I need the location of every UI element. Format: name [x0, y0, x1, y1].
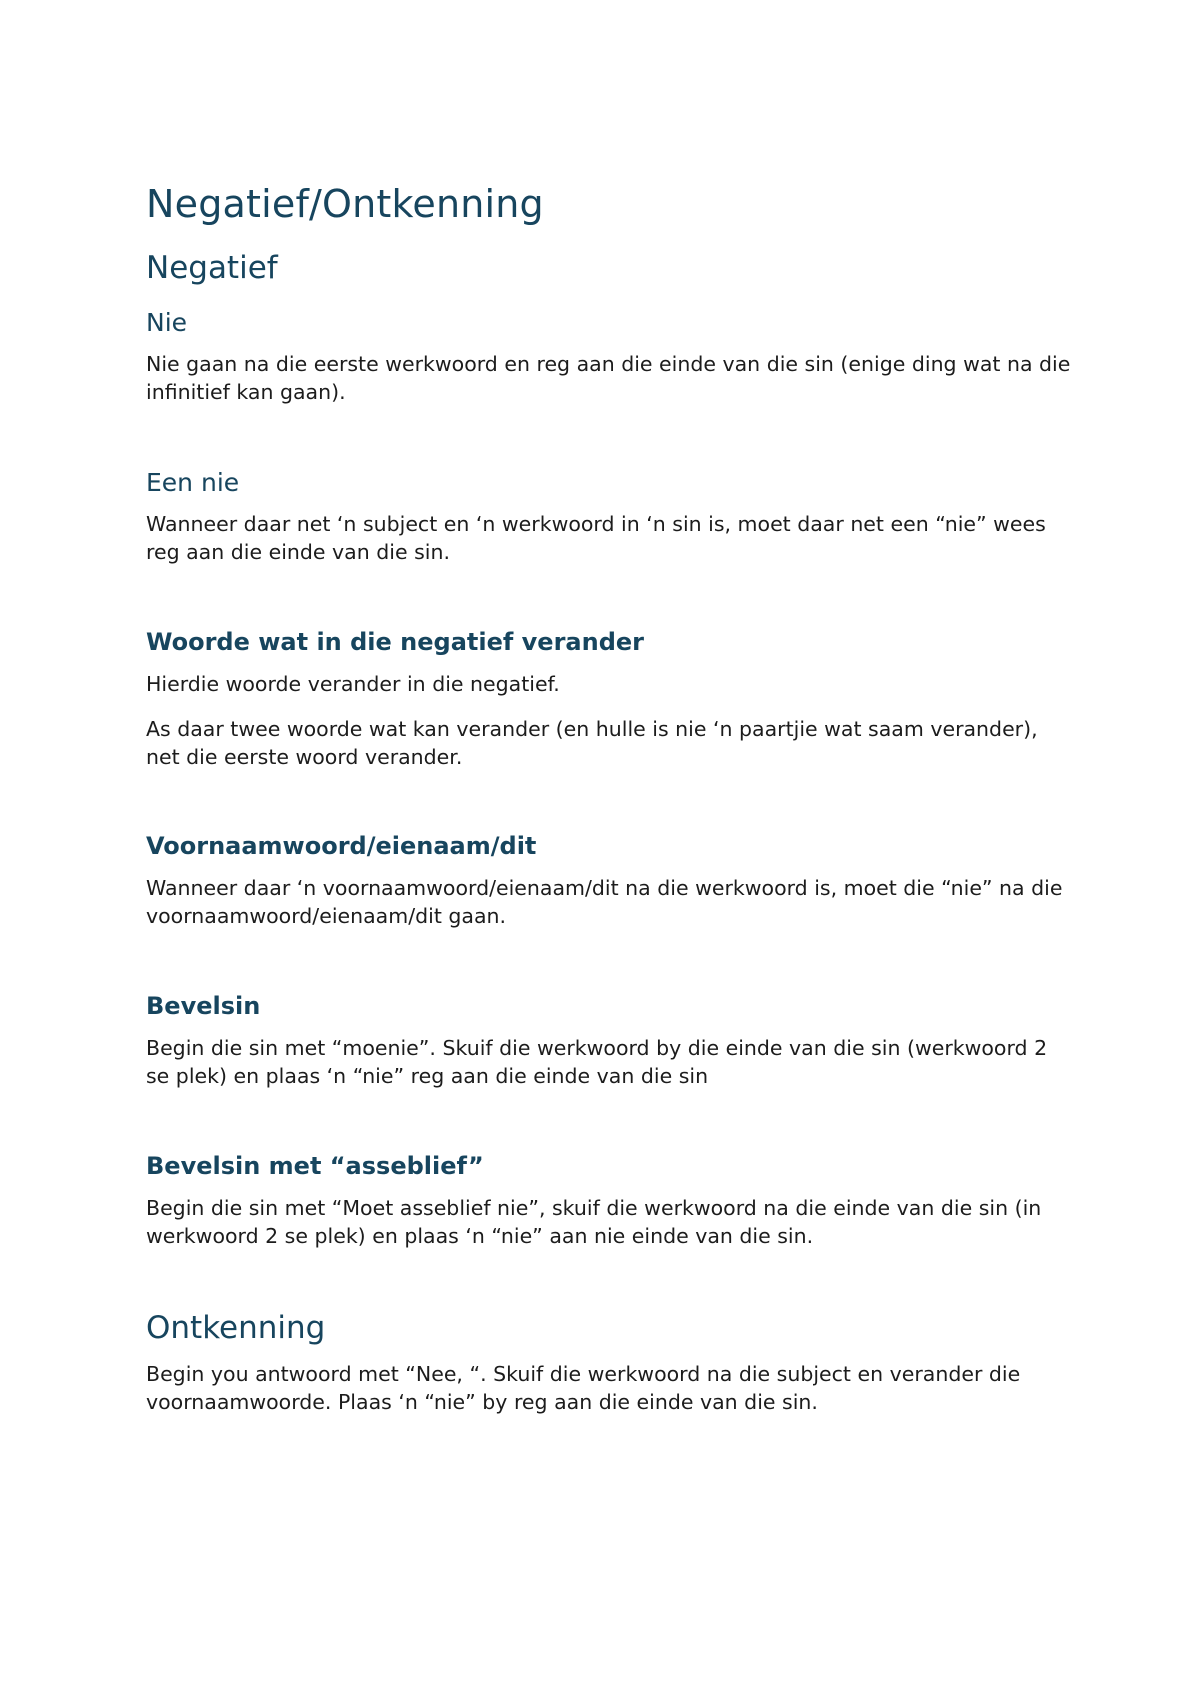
document-title: Negatief/Ontkenning	[146, 182, 544, 226]
subsection-heading-woorde: Woorde wat in die negatief verander	[146, 628, 644, 656]
subsection-heading-voornaamwoord: Voornaamwoord/eienaam/dit	[146, 832, 537, 860]
paragraph-woorde-1: Hierdie woorde verander in die negatief.	[146, 672, 560, 696]
paragraph-een-nie: Wanneer daar net ‘n subject en ‘n werkwoord in ‘n sin is, moet daar net een “nie” wees reg aan die einde van die sin.	[146, 512, 1046, 564]
paragraph-voornaamwoord: Wanneer daar ‘n voornaamwoord/eienaam/dit na die werkwoord is, moet die “nie” na die voornaamwoord/eienaam/dit gaan.	[146, 876, 1063, 928]
paragraph-woorde-2: As daar twee woorde wat kan verander (en hulle is nie ‘n paartjie wat saam verander), net die eerste woord verander.	[146, 717, 1038, 769]
paragraph-bevelsin-asseblief: Begin die sin met “Moet asseblief nie”, skuif die werkwoord na die einde van die sin (in werkwoord 2 se plek) en plaas ‘n “nie” aan nie einde van die sin.	[146, 1196, 1042, 1248]
paragraph-ontkenning: Begin you antwoord met “Nee, “. Skuif die werkwoord na die subject en verander die voornaamwoorde. Plaas ‘n “nie” by reg aan die einde van die sin.	[146, 1362, 1021, 1414]
subsection-heading-bevelsin: Bevelsin	[146, 992, 261, 1020]
subsection-heading-bevelsin-asseblief: Bevelsin met “asseblief”	[146, 1152, 484, 1180]
section-heading-negatief: Negatief	[146, 250, 278, 286]
paragraph-nie: Nie gaan na die eerste werkwoord en reg aan die einde van die sin (enige ding wat na die infinitief kan gaan).	[146, 352, 1071, 404]
paragraph-bevelsin: Begin die sin met “moenie”. Skuif die werkwoord by die einde van die sin (werkwoord 2 se plek) en plaas ‘n “nie” reg aan die einde van die sin	[146, 1036, 1048, 1088]
subsection-heading-nie: Nie	[146, 308, 188, 337]
section-heading-ontkenning: Ontkenning	[146, 1310, 326, 1346]
subsection-heading-een-nie: Een nie	[146, 468, 240, 497]
